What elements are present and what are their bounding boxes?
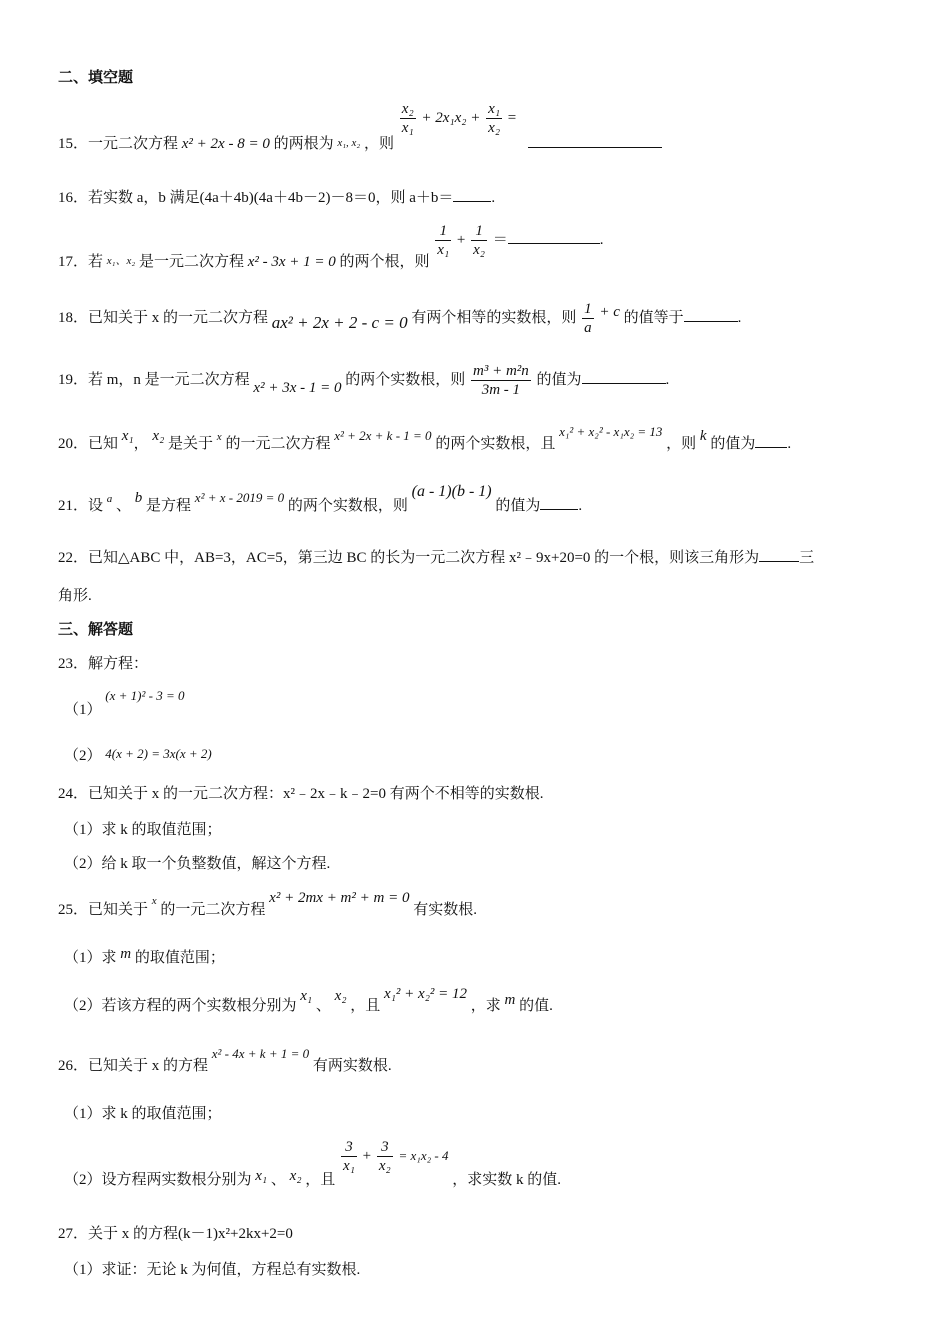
q15-pre: 15．一元二次方程	[58, 135, 179, 152]
section-fill-heading: 二、填空题	[58, 70, 134, 86]
q25-p2-x1: x₁	[300, 988, 313, 1004]
q27-part-1: （1）求证：无论 k 为何值，方程总有实数根.	[64, 1262, 361, 1278]
q26-p2-x1: x₁	[255, 1167, 268, 1184]
q22-answer-blank[interactable]	[759, 547, 799, 562]
q20-post: 的值为	[710, 436, 756, 452]
q15-equals: =	[507, 109, 517, 126]
q25-p2-mid2: ，求	[470, 998, 501, 1014]
q22-tail: 三	[799, 550, 815, 566]
q20-pre: 20．已知	[58, 436, 119, 452]
q17-f2-num: 1	[471, 222, 487, 241]
q20-comma: ，	[133, 436, 149, 452]
q18-f-num: 1	[584, 301, 592, 317]
q21-mid2: 的两个实数根，则	[287, 498, 408, 514]
q21-sep: 、	[116, 498, 132, 514]
q25-p2-sep: 、	[315, 998, 331, 1014]
q21-b: b	[134, 490, 143, 506]
q20-mid4: ，则	[666, 436, 697, 452]
q25-equation: x² + 2mx + m² + m = 0	[269, 890, 410, 906]
q16-answer-blank[interactable]	[453, 187, 491, 202]
q26-fraction-2	[377, 1138, 393, 1175]
q17-equation: x² - 3x + 1 = 0	[247, 253, 336, 270]
q17-f2-den: x₂	[473, 242, 485, 258]
q17-end: .	[599, 231, 604, 248]
q21-end: .	[578, 498, 583, 514]
question-19	[58, 362, 669, 399]
q18-pre: 18．已知关于 x 的一元二次方程	[58, 309, 269, 326]
question-20	[58, 424, 792, 453]
q17-fraction-1	[435, 222, 451, 259]
q22-line2: 角形.	[58, 588, 92, 604]
q17-plus: +	[456, 231, 466, 248]
q15-roots: x₁, x₂	[337, 136, 361, 149]
q18-f-den: a	[584, 320, 592, 336]
question-26	[58, 1046, 392, 1075]
q25-p1-pre: （1）求	[64, 950, 117, 966]
q26-f2-num: 3	[377, 1138, 393, 1157]
q16-text: 16．若实数 a，b 满足(4a＋4b)(4a＋4b－2)－8＝0，则 a＋b＝	[58, 190, 454, 206]
q26-fraction-1	[341, 1138, 357, 1175]
q25-p1-m: m	[120, 946, 132, 962]
q15-post: ，则	[364, 135, 395, 152]
q24-part-2: （2）给 k 取一个负整数值，解这个方程.	[64, 856, 331, 872]
q26-equation: x² - 4x + k + 1 = 0	[211, 1046, 310, 1061]
q21-a: a	[106, 493, 113, 505]
q15-fraction-1	[400, 100, 416, 137]
q15-mid: 的两根为	[273, 135, 334, 152]
q15-equation: x² + 2x - 8 = 0	[181, 135, 270, 152]
q23-title: 23．解方程：	[58, 656, 149, 672]
q21-post: 的值为	[495, 498, 541, 514]
q20-x: x	[216, 431, 222, 443]
q23-p2-label: （2）	[64, 748, 102, 764]
q25-p1-post: 的取值范围；	[134, 950, 225, 966]
q27-title: 27．关于 x 的方程(k－1)x²+2kx+2=0	[58, 1226, 293, 1242]
q25-p2-x2: x₂	[334, 988, 347, 1004]
q17-answer-blank[interactable]	[508, 229, 600, 244]
q20-answer-blank[interactable]	[755, 433, 787, 448]
q26-f2-den: x₂	[378, 1158, 391, 1174]
q25-p2-m: m	[504, 992, 516, 1008]
q17-f1-num: 1	[435, 222, 451, 241]
q21-mid: 是方程	[146, 498, 192, 514]
q20-x2: x₂	[152, 428, 165, 444]
q18-post: 的值等于	[623, 309, 684, 326]
section-solve-heading: 三、解答题	[58, 622, 134, 638]
question-21	[58, 483, 583, 515]
q24-title: 24．已知关于 x 的一元二次方程：x²﹣2x﹣k﹣2=0 有两个不相等的实数根.	[58, 786, 544, 802]
q18-answer-blank[interactable]	[684, 307, 738, 322]
q20-mid2: 的一元二次方程	[225, 436, 331, 452]
q19-f-den: 3m - 1	[481, 382, 521, 398]
q15-middle: + 2x₁x₂ +	[421, 109, 481, 126]
q17-mid: 是一元二次方程	[138, 253, 244, 270]
q23-p1-equation: (x + 1)² - 3 = 0	[105, 688, 185, 703]
q20-condition: x₁² + x₂² - x₁x₂ = 13	[559, 424, 663, 439]
q17-pre: 17．若	[58, 253, 104, 270]
question-18	[58, 300, 741, 337]
q26-p2-sep: 、	[270, 1171, 286, 1188]
q19-fraction	[471, 362, 531, 399]
q25-part-1	[64, 946, 225, 967]
q18-fraction	[582, 300, 594, 337]
q19-mid: 的两个实数根，则	[345, 371, 466, 388]
q18-end: .	[737, 309, 742, 326]
q20-mid1: 是关于	[168, 436, 214, 452]
q17-f1-den: x₁	[437, 242, 450, 258]
question-16	[58, 186, 495, 207]
q18-equation: ax² + 2x + 2 - c = 0	[271, 312, 408, 332]
q25-x: x	[151, 895, 157, 907]
q25-p2-pre: （2）若该方程的两个实数根分别为	[64, 998, 297, 1014]
question-25	[58, 890, 477, 919]
q17-equals: ＝	[492, 231, 508, 248]
q25-p2-mid: ，且	[350, 998, 381, 1014]
q19-equation: x² + 3x - 1 = 0	[253, 379, 342, 396]
q25-mid: 的一元二次方程	[160, 902, 266, 918]
q18-mid: 有两个相等的实数根，则	[411, 309, 577, 326]
q19-answer-blank[interactable]	[582, 369, 666, 384]
q26-f1-num: 3	[341, 1138, 357, 1157]
q17-post: 的两个根，则	[339, 253, 430, 270]
q21-pre: 21．设	[58, 498, 104, 514]
q26-part-1: （1）求 k 的取值范围；	[64, 1106, 222, 1122]
q15-f1-den: x₁	[401, 120, 414, 136]
q26-pre: 26．已知关于 x 的方程	[58, 1058, 209, 1074]
q20-end: .	[787, 436, 792, 452]
q23-p1-label: （1）	[64, 702, 102, 718]
q20-mid3: 的两个实数根，且	[435, 436, 556, 452]
q15-answer-blank[interactable]	[528, 133, 662, 148]
q25-post: 有实数根.	[413, 902, 477, 918]
q19-end: .	[665, 371, 670, 388]
question-22	[58, 546, 814, 567]
q26-post: 有两实数根.	[312, 1058, 392, 1074]
q21-equation: x² + x - 2019 = 0	[194, 490, 285, 505]
q26-plus: +	[362, 1147, 372, 1164]
q26-p2-x2: x₂	[289, 1167, 302, 1184]
q19-f-num: m³ + m²n	[473, 363, 529, 379]
q26-f1-den: x₁	[343, 1158, 355, 1174]
q15-f1-num: x₂	[401, 101, 414, 117]
q25-pre: 25．已知关于	[58, 902, 149, 918]
q26-part-2	[64, 1138, 561, 1188]
q18-tail: + c	[599, 303, 620, 320]
q20-k: k	[699, 428, 707, 444]
q25-p2-post: 的值.	[519, 998, 553, 1014]
q26-p2-post: ，求实数 k 的值.	[452, 1171, 561, 1188]
q25-p2-condition: x₁² + x₂² = 12	[384, 986, 468, 1002]
q17-fraction-2	[471, 222, 487, 259]
q20-equation: x² + 2x + k - 1 = 0	[334, 428, 432, 443]
question-17	[58, 222, 604, 270]
q22-line1: 22．已知△ABC 中，AB=3，AC=5，第三边 BC 的长为一元二次方程 x²﹣9x+20=0 的一个根，则该三角形为	[58, 550, 760, 566]
q23-part-1	[64, 688, 185, 719]
question-15	[58, 100, 662, 152]
q21-expression: (a - 1)(b - 1)	[411, 483, 492, 500]
q26-p2-rhs: = x₁x₂ - 4	[398, 1147, 449, 1163]
q21-answer-blank[interactable]	[540, 495, 578, 510]
q15-fraction-2	[486, 100, 502, 137]
q15-f2-num: x₁	[488, 101, 501, 117]
q25-part-2	[64, 986, 553, 1015]
q15-f2-den: x₂	[488, 120, 501, 136]
q20-x1: x₁	[121, 428, 134, 444]
q19-pre: 19．若 m，n 是一元二次方程	[58, 371, 250, 388]
q16-end: .	[491, 190, 496, 206]
q26-p2-mid: ，且	[305, 1171, 336, 1188]
q26-p2-pre: （2）设方程两实数根分别为	[64, 1171, 252, 1188]
q17-roots: x₁、x₂	[106, 254, 136, 267]
q23-p2-equation: 4(x + 2) = 3x(x + 2)	[105, 746, 212, 761]
q24-part-1: （1）求 k 的取值范围；	[64, 822, 222, 838]
q23-part-2	[64, 744, 212, 765]
q19-post: 的值为	[536, 371, 582, 388]
